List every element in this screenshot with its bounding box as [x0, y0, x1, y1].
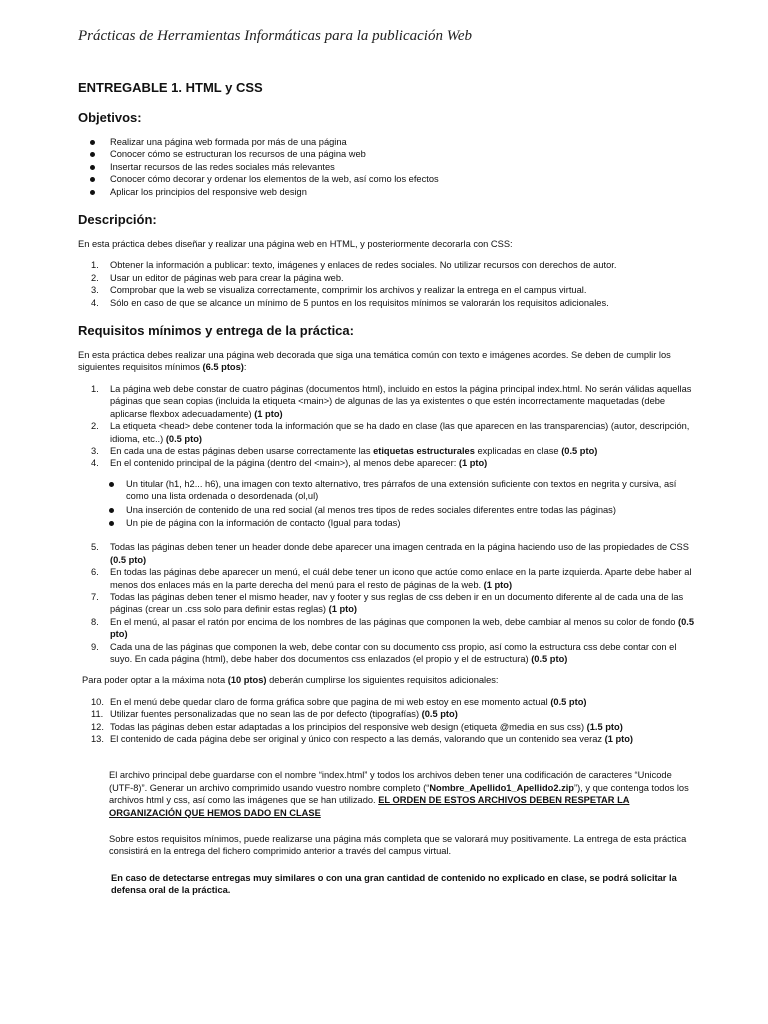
requirements-list-continued — [78, 541, 696, 665]
objectives-heading: Objetivos: — [78, 110, 142, 125]
description-steps — [78, 259, 696, 309]
list-item: 11. Utilizar fuentes personalizadas que no sean las de por defecto (tipografías) (0.5 pto) — [91, 709, 458, 720]
delivery-paragraph: El archivo principal debe guardarse con el nombre “index.html” y todos los archivos deben tener una codificación de caracteres “Unicode (UTF-8)”. Generar un archivo comprimido usando vuestro nombre completo (“Nombre_Apellido1_Apellido2.zip”), y que contenga todos los archivos html y css, así como las imágenes que se han utilizado. EL ORDEN DE ESTOS ARCHIVOS DEBEN RESPETAR LA ORGANIZACIÓN QUE HEMOS DADO EN CLASE — [109, 770, 689, 818]
description-intro: En esta práctica debes diseñar y realizar una página web en HTML, y posteriormente decorarla con CSS: — [78, 239, 513, 250]
list-item: Un pie de página con la información de contacto (Igual para todas) — [78, 517, 696, 529]
warning-paragraph: En caso de detectarse entregas muy similares o con una gran cantidad de contenido no explicado en clase, se podrá solicitar la defensa oral de la práctica. — [111, 872, 677, 896]
list-item: 5. Todas las páginas deben tener un header donde debe aparecer una imagen centrada en la página haciendo uso de las propiedades de CSS (0.5 pto) — [91, 542, 689, 565]
list-item: 4. Sólo en caso de que se alcance un mínimo de 5 puntos en los requisitos mínimos se valorarán los requisitos adicionales. — [91, 297, 609, 308]
list-item: Aplicar los principios del responsive web design — [78, 186, 696, 198]
list-item: Insertar recursos de las redes sociales más relevantes — [78, 161, 696, 173]
list-item: 1. La página web debe constar de cuatro páginas (documentos html), incluido en estos la página principal index.html. No serán válidas aquellas páginas que sean copias (incluida la etiqueta <main>) de algunas de las ya existentes o que estén incorrectamente maquetadas (debe aplicarse flexbox adecuadamente) (1 pto) — [91, 383, 692, 419]
list-item: 8. En el menú, al pasar el ratón por encima de los nombres de las páginas que componen la web, debe cambiar al menos su color de fondo (0.5 pto) — [91, 616, 694, 640]
requirements-intro: En esta práctica debes realizar una página web decorada que siga una temática común con texto e imágenes acordes. Se deben de cumplir los siguientes requisitos mínimos (6.5 ptos): — [78, 350, 671, 373]
additional-list — [78, 696, 696, 746]
list-item: 3. Comprobar que la web se visualiza correctamente, comprimir los archivos y realizar la entrega en el campus virtual. — [91, 285, 587, 296]
list-item: Conocer cómo se estructuran los recursos de una página web — [78, 148, 696, 160]
list-item: 4. En el contenido principal de la página (dentro del <main>), al menos debe aparecer: (1 pto) — [91, 458, 488, 469]
main-content-sublist — [78, 478, 696, 530]
page-header: Prácticas de Herramientas Informáticas para la publicación Web — [78, 28, 472, 44]
list-item: 10. En el menú debe quedar claro de forma gráfica sobre que pagina de mi web estoy en ese momento actual (0.5 pto) — [91, 696, 587, 707]
list-item: 6. En todas las páginas debe aparecer un menú, el cuál debe tener un icono que actúe como enlace en la parte izquierda. Aparte debe haber al menos dos enlaces más en la parte derecha del menú para el resto de páginas de la web. (1 pto) — [91, 567, 692, 590]
list-item: 1. Obtener la información a publicar: texto, imágenes y enlaces de redes sociales. No utilizar recursos con derechos de autor. — [91, 260, 617, 271]
list-item: Conocer cómo decorar y ordenar los elementos de la web, así como los efectos — [78, 173, 696, 185]
list-item: 7. Todas las páginas deben tener el mismo header, nav y footer y sus reglas de css deben ir en un documento diferente al de cada una de las páginas (crear un .css solo para definir estas reglas) (1 pto) — [91, 591, 684, 615]
extra-paragraph: Sobre estos requisitos mínimos, puede realizarse una página más completa que se valorará muy positivamente. La entrega de esta práctica consistirá en la entrega del fichero comprimido anterior a través del campus virtual. — [109, 834, 687, 857]
list-item: 9. Cada una de las páginas que componen la web, debe contar con su documento css propio, así como la estructura css debe contar con el suyo. En cada página (html), debe haber dos documentos css enlazados (el propio y el de estructura) (0.5 pto) — [91, 641, 677, 664]
document-body — [78, 80, 696, 897]
list-item: 12. Todas las páginas deben estar adaptadas a los principios del responsive web design (etiqueta @media en sus css) (1.5 pto) — [91, 721, 623, 732]
list-item: 2. Usar un editor de páginas web para crear la página web. — [91, 272, 344, 283]
list-item: 3. En cada una de estas páginas deben usarse correctamente las etiquetas estructurales explicadas en clase (0.5 pto) — [91, 445, 598, 456]
list-item: 2. La etiqueta <head> debe contener toda la información que se ha dado en clase (las que aparecen en las transparencias) (autor, descripción, idioma, etc..) (0.5 pto) — [91, 421, 690, 444]
objectives-list — [78, 136, 696, 198]
document-title: ENTREGABLE 1. HTML y CSS — [78, 80, 263, 95]
requirements-heading: Requisitos mínimos y entrega de la práctica: — [78, 323, 354, 339]
requirements-list — [78, 383, 696, 470]
list-item: 13. El contenido de cada página debe ser original y único con respecto a las demás, valorando que un contenido sea veraz (1 pto) — [91, 734, 634, 745]
description-heading: Descripción: — [78, 212, 157, 228]
list-item: Una inserción de contenido de una red social (al menos tres tipos de redes sociales diferentes entre todas las páginas) — [78, 504, 696, 516]
list-item: Un titular (h1, h2... h6), una imagen con texto alternativo, tres párrafos de una extensión suficiente con textos en negrita y cursiva, así como una lista ordenada o desordenada (ol,ul) — [78, 478, 696, 503]
additional-intro: Para poder optar a la máxima nota (10 ptos) deberán cumplirse los siguientes requisitos adicionales: — [82, 675, 499, 686]
list-item: Realizar una página web formada por más de una página — [78, 136, 696, 148]
